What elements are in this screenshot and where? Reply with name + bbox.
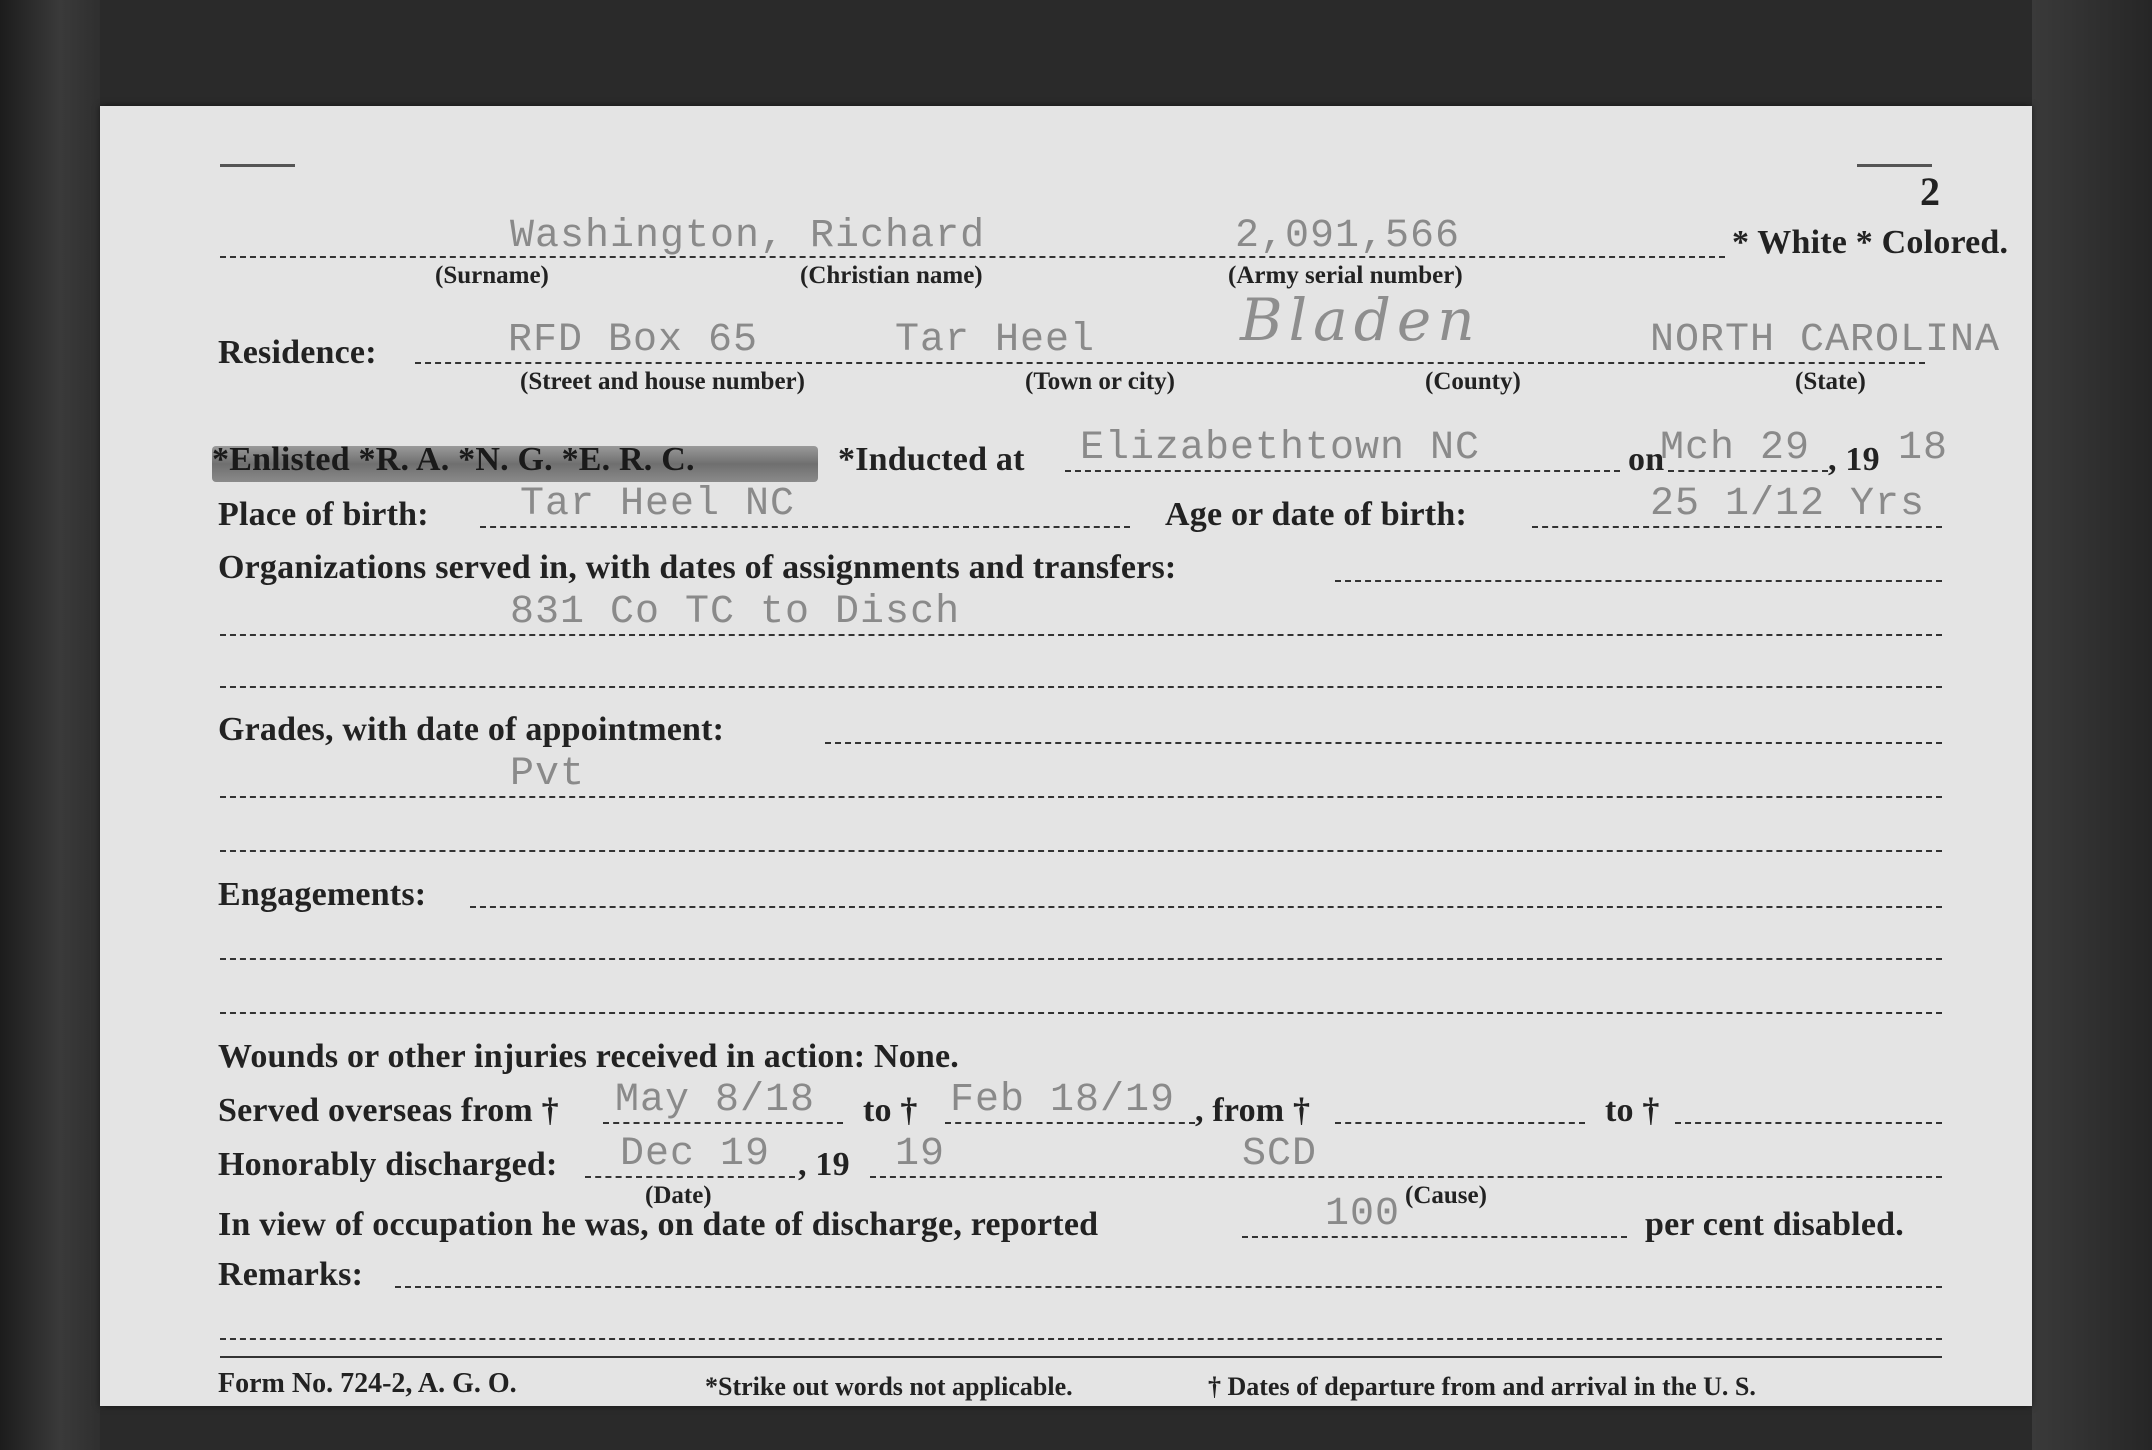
remarks-line-2	[220, 1338, 1942, 1340]
town-label: (Town or city)	[1025, 368, 1175, 395]
disability-prefix: In view of occupation he was, on date of discharge, reported	[218, 1206, 1099, 1243]
discharge-year-value: 19	[895, 1132, 946, 1177]
induction-year-value: 18	[1898, 426, 1949, 471]
on-label: on	[1628, 441, 1665, 478]
grades-line-3	[220, 850, 1942, 852]
dates-note: † Dates of departure from and arrival in the U. S.	[1208, 1372, 1756, 1401]
grades-line-2	[220, 796, 1942, 798]
overseas-to-value: Feb 18/19	[950, 1078, 1176, 1123]
overseas-to2-label: to †	[1605, 1092, 1660, 1129]
engagements-line-1	[470, 906, 1942, 908]
disability-line	[1242, 1236, 1627, 1238]
wounds-text: Wounds or other injuries received in action: None.	[218, 1038, 959, 1075]
street-value: RFD Box 65	[508, 318, 759, 363]
organizations-line-1	[1335, 580, 1942, 582]
inducted-date-value: Mch 29	[1660, 426, 1811, 471]
discharge-label: Honorably discharged:	[218, 1146, 558, 1183]
engagements-line-2	[220, 958, 1942, 960]
service-record-card	[100, 106, 2032, 1406]
overseas-from2-line	[1335, 1122, 1585, 1124]
organizations-value: 831 Co TC to Disch	[510, 590, 961, 635]
strike-out-note: *Strike out words not applicable.	[705, 1372, 1073, 1401]
scan-background-left	[0, 0, 100, 1450]
place-of-birth-value: Tar Heel NC	[520, 482, 796, 527]
discharge-cause-label: (Cause)	[1405, 1182, 1487, 1209]
overseas-label: Served overseas from †	[218, 1092, 559, 1129]
discharge-cause-line	[870, 1176, 1942, 1178]
state-label: (State)	[1795, 368, 1866, 395]
page-number: 2	[1920, 169, 1941, 214]
disability-suffix: per cent disabled.	[1645, 1206, 1904, 1243]
surname-value: Washington, Richard	[510, 214, 986, 259]
enlisted-options: *Enlisted *R. A. *N. G. *E. R. C.	[212, 441, 695, 478]
top-right-rule	[1857, 164, 1932, 167]
discharge-date-label: (Date)	[645, 1182, 712, 1209]
overseas-to2-line	[1675, 1122, 1942, 1124]
organizations-line-2	[220, 634, 1942, 636]
induction-year-prefix: , 19	[1828, 441, 1880, 478]
footer-rule	[220, 1356, 1942, 1358]
discharge-date-value: Dec 19	[620, 1132, 771, 1177]
discharge-year-prefix: , 19	[798, 1146, 850, 1183]
engagements-line-3	[220, 1012, 1942, 1014]
scan-background-right	[2032, 0, 2152, 1450]
discharge-cause-value: SCD	[1242, 1132, 1318, 1177]
remarks-label: Remarks:	[218, 1256, 364, 1293]
serial-label: (Army serial number)	[1228, 262, 1463, 289]
serial-value: 2,091,566	[1235, 214, 1461, 259]
form-number: Form No. 724-2, A. G. O.	[218, 1368, 517, 1399]
christian-name-label: (Christian name)	[800, 262, 983, 289]
age-label: Age or date of birth:	[1165, 496, 1467, 533]
place-of-birth-label: Place of birth:	[218, 496, 429, 533]
disability-value: 100	[1325, 1192, 1401, 1237]
engagements-label: Engagements:	[218, 876, 427, 913]
inducted-label: *Inducted at	[838, 441, 1025, 478]
grades-value: Pvt	[510, 752, 586, 797]
race-options: * White * Colored.	[1732, 224, 2009, 261]
grades-label: Grades, with date of appointment:	[218, 711, 725, 748]
town-value: Tar Heel	[895, 318, 1096, 363]
age-value: 25 1/12 Yrs	[1650, 482, 1926, 527]
inducted-place-value: Elizabethtown NC	[1080, 426, 1481, 471]
grades-line-1	[825, 742, 1942, 744]
county-value: Bladen	[1240, 286, 1481, 354]
residence-label: Residence:	[218, 334, 377, 371]
remarks-line-1	[395, 1286, 1942, 1288]
state-value: NORTH CAROLINA	[1650, 318, 2001, 363]
overseas-to-label: to †	[863, 1092, 918, 1129]
overseas-from2-label: , from †	[1195, 1092, 1311, 1129]
street-label: (Street and house number)	[520, 368, 805, 395]
overseas-from-value: May 8/18	[615, 1078, 816, 1123]
surname-label: (Surname)	[435, 262, 549, 289]
organizations-line-3	[220, 686, 1942, 688]
top-left-rule	[220, 164, 295, 167]
organizations-label: Organizations served in, with dates of assignments and transfers:	[218, 549, 1177, 586]
county-label: (County)	[1425, 368, 1521, 395]
